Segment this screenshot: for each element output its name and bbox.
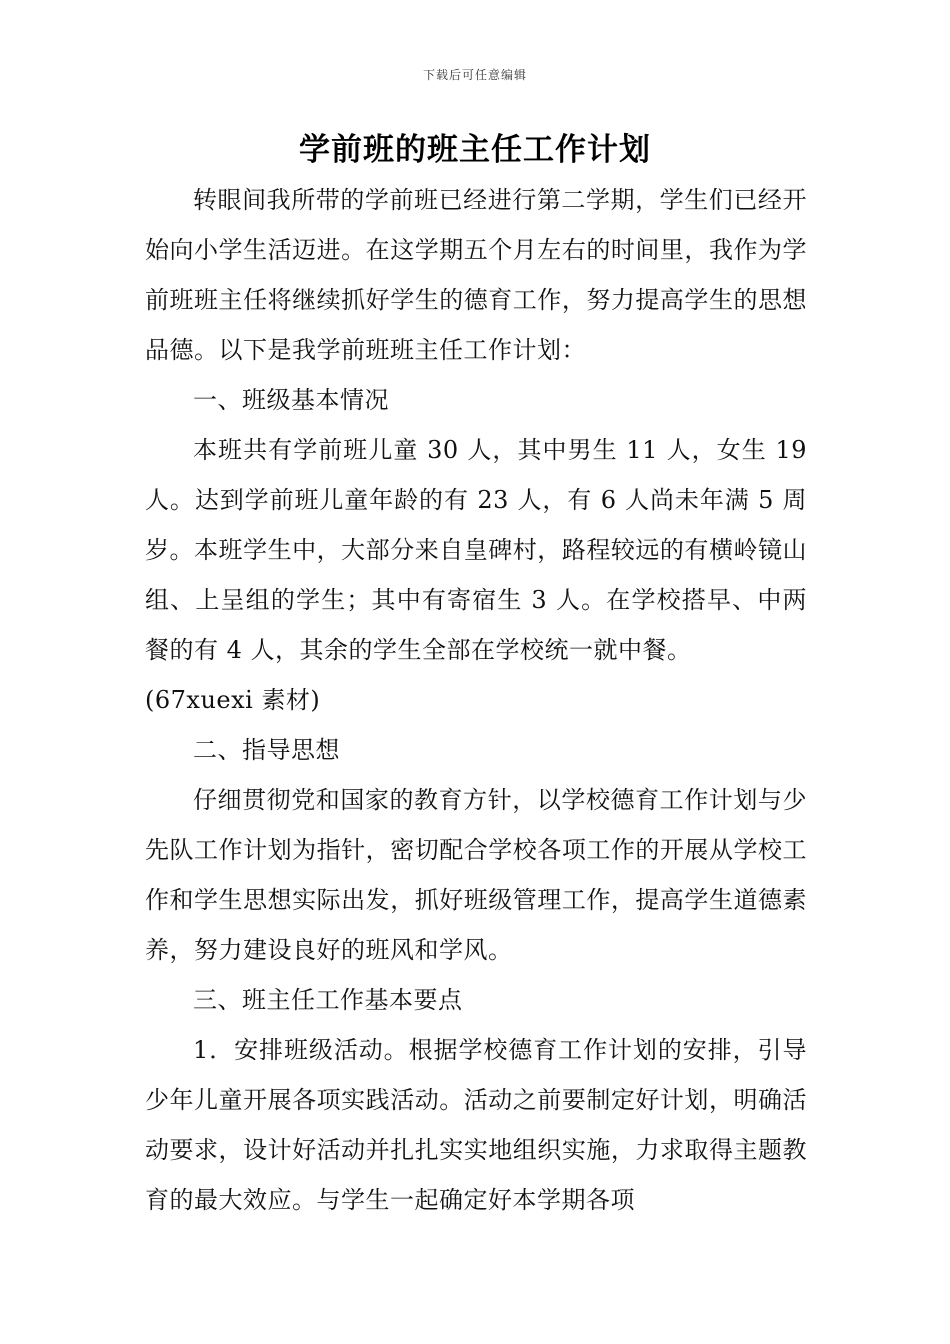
document-body bbox=[145, 175, 807, 1225]
section-heading-2: 二、指导思想 bbox=[193, 736, 340, 764]
document-title: 学前班的班主任工作计划 bbox=[299, 132, 651, 168]
section-3-item-1: 1．安排班级活动。根据学校德育工作计划的安排，引导少年儿童开展各项实践活动。活动之前要制定好计划，明确活动要求，设计好活动并扎扎实实地组织实施，力求取得主题教育的最大效应。与学生一起确定好本学期各项 bbox=[145, 1036, 807, 1214]
intro-paragraph: 转眼间我所带的学前班已经进行第二学期，学生们已经开始向小学生活迈进。在这学期五个月左右的时间里，我作为学前班班主任将继续抓好学生的德育工作，努力提高学生的思想品德。以下是我学前班班主任工作计划： bbox=[145, 186, 807, 364]
section-heading-1: 一、班级基本情况 bbox=[193, 386, 389, 414]
section-1-source-note: (67xuexi 素材) bbox=[145, 686, 321, 714]
header-note: 下载后可任意编辑 bbox=[422, 68, 527, 82]
section-2-paragraph: 仔细贯彻党和国家的教育方针，以学校德育工作计划与少先队工作计划为指针，密切配合学校各项工作的开展从学校工作和学生思想实际出发，抓好班级管理工作，提高学生道德素养，努力建设良好的班风和学风。 bbox=[145, 786, 807, 964]
section-1-paragraph: 本班共有学前班儿童 30 人，其中男生 11 人，女生 19 人。达到学前班儿童年龄的有 23 人，有 6 人尚未年满 5 周岁。本班学生中，大部分来自皇碑村，路程较远的有横岭镜山组、上呈组的学生；其中有寄宿生 3 人。在学校搭早、中两餐的有 4 人，其余的学生全部在学校统一就中餐。 bbox=[145, 436, 807, 664]
section-heading-3: 三、班主任工作基本要点 bbox=[193, 986, 463, 1014]
